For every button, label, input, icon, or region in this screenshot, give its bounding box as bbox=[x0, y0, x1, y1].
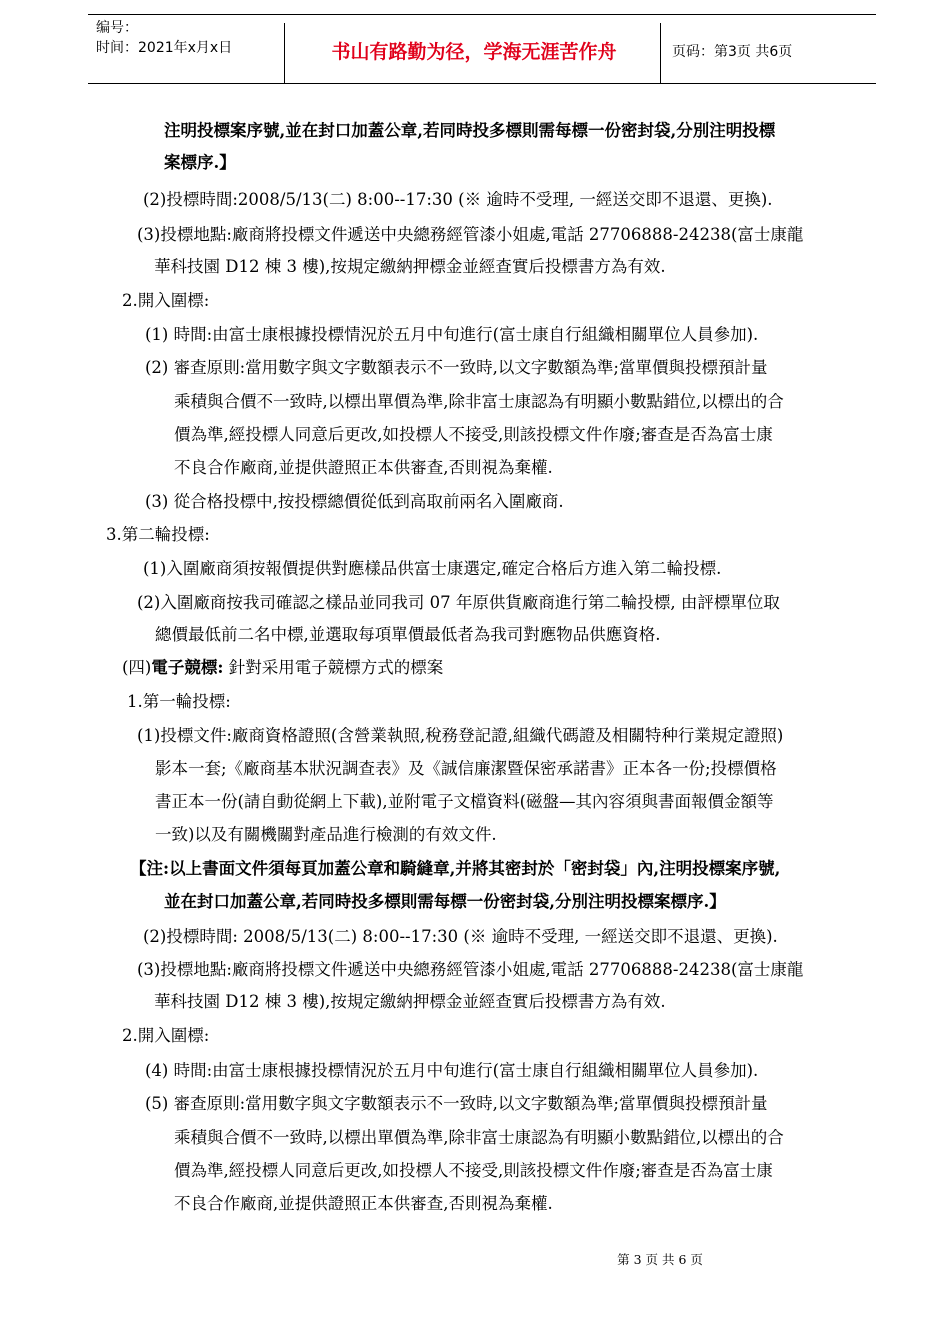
header-motto: 书山有路勤为径，学海无涯苦作舟 bbox=[331, 41, 617, 63]
body-line: 華科技園 D12 棟 3 樓),按規定繳納押標金並經查實后投標書方為有效. bbox=[154, 992, 666, 1011]
body-line: 不良合作廠商,並提供證照正本供審查,否則視為棄權. bbox=[174, 458, 553, 477]
section-heading bbox=[122, 657, 443, 679]
time-label: 时间：2021年x月x日 bbox=[96, 40, 233, 56]
body-line: (2)入圍廠商按我司確認之樣品並同我司 07 年原供貨廠商進行第二輪投標, 由評標單位取 bbox=[137, 593, 780, 612]
body-line: (1)投標文件:廠商資格證照(含營業執照,稅務登記證,組織代碼證及相關特种行業規定證照) bbox=[137, 726, 784, 745]
body-line: 影本一套;《廠商基本狀況調查表》及《誠信廉潔暨保密承諾書》正本各一份;投標價格 bbox=[155, 759, 777, 778]
body-line: 華科技園 D12 棟 3 樓),按規定繳納押標金並經查實后投標書方為有效. bbox=[154, 257, 666, 276]
page-footer: 第 3 页 共 6 页 bbox=[617, 1252, 703, 1267]
body-line: 書正本一份(請自動從網上下載),並附電子文檔資料(磁盤—其內容須與書面報價金額等 bbox=[155, 792, 774, 811]
body-line: 乘積與合價不一致時,以標出單價為準,除非富士康認為有明顯小數點錯位,以標出的合 bbox=[174, 392, 784, 411]
header-meta bbox=[96, 18, 232, 58]
section-number: (四) bbox=[122, 658, 152, 677]
header-page-number: 页码：第3页 共6页 bbox=[672, 44, 793, 60]
body-line: (2) 審查原則:當用數字與文字數額表示不一致時,以文字數額為準;當單價與投標預計量 bbox=[145, 358, 768, 377]
page-header bbox=[88, 14, 876, 84]
body-line: (3)投標地點:廠商將投標文件遞送中央總務經管漆小姐處,電話 27706888-24238(富士康龍 bbox=[137, 960, 804, 979]
body-line: (2)投標時間: 2008/5/13(二) 8:00--17:30 (※ 逾時不受理, 一經送交即不退還、更換). bbox=[143, 927, 778, 946]
body-line: 不良合作廠商,並提供證照正本供審查,否則視為棄權. bbox=[174, 1194, 553, 1213]
body-line: (1) 時間:由富士康根據投標情況於五月中旬進行(富士康自行組織相關單位人員參加). bbox=[145, 325, 759, 344]
body-line: 案標序.】 bbox=[164, 153, 236, 172]
section-heading: 2.開入圍標: bbox=[122, 1026, 210, 1045]
note-line: 【注:以上書面文件須每頁加蓋公章和騎縫章,并將其密封於「密封袋」內,注明投標案序號, bbox=[130, 859, 781, 878]
body-line: 價為準,經投標人同意后更改,如投標人不接受,則該投標文件作廢;審查是否為富士康 bbox=[174, 1161, 773, 1180]
body-line: 一致)以及有關機關對產品進行檢測的有效文件. bbox=[155, 825, 497, 844]
header-divider bbox=[284, 23, 285, 83]
body-line: 乘積與合價不一致時,以標出單價為準,除非富士康認為有明顯小數點錯位,以標出的合 bbox=[174, 1128, 784, 1147]
section-heading: 3.第二輪投標: bbox=[106, 525, 210, 544]
section-heading: 1.第一輪投標: bbox=[127, 692, 231, 711]
section-description: 針對采用電子競標方式的標案 bbox=[223, 658, 444, 677]
body-line: (2)投標時間:2008/5/13(二) 8:00--17:30 (※ 逾時不受理, 一經送交即不退還、更換). bbox=[143, 190, 773, 209]
number-label: 编号： bbox=[96, 20, 138, 36]
body-line: (4) 時間:由富士康根據投標情況於五月中旬進行(富士康自行組織相關單位人員參加). bbox=[145, 1061, 759, 1080]
note-line: 並在封口加蓋公章,若同時投多標則需每標一份密封袋,分別注明投標案標序.】 bbox=[164, 892, 726, 911]
body-line: (3)投標地點:廠商將投標文件遞送中央總務經管漆小姐處,電話 27706888-24238(富士康龍 bbox=[137, 225, 804, 244]
body-line: (1)入圍廠商須按報價提供對應樣品供富士康選定,確定合格后方進入第二輪投標. bbox=[143, 559, 722, 578]
section-title: 電子競標: bbox=[151, 658, 224, 677]
section-heading: 2.開入圍標: bbox=[122, 291, 210, 310]
header-divider bbox=[660, 23, 661, 83]
body-line: (3) 從合格投標中,按投標總價從低到高取前兩名入圍廠商. bbox=[145, 492, 564, 511]
body-line: (5) 審查原則:當用數字與文字數額表示不一致時,以文字數額為準;當單價與投標預計量 bbox=[145, 1094, 768, 1113]
body-line: 注明投標案序號,並在封口加蓋公章,若同時投多標則需每標一份密封袋,分別注明投標 bbox=[164, 121, 776, 140]
body-line: 價為準,經投標人同意后更改,如投標人不接受,則該投標文件作廢;審查是否為富士康 bbox=[174, 425, 773, 444]
body-line: 總價最低前二名中標,並選取每項單價最低者為我司對應物品供應資格. bbox=[155, 625, 661, 644]
